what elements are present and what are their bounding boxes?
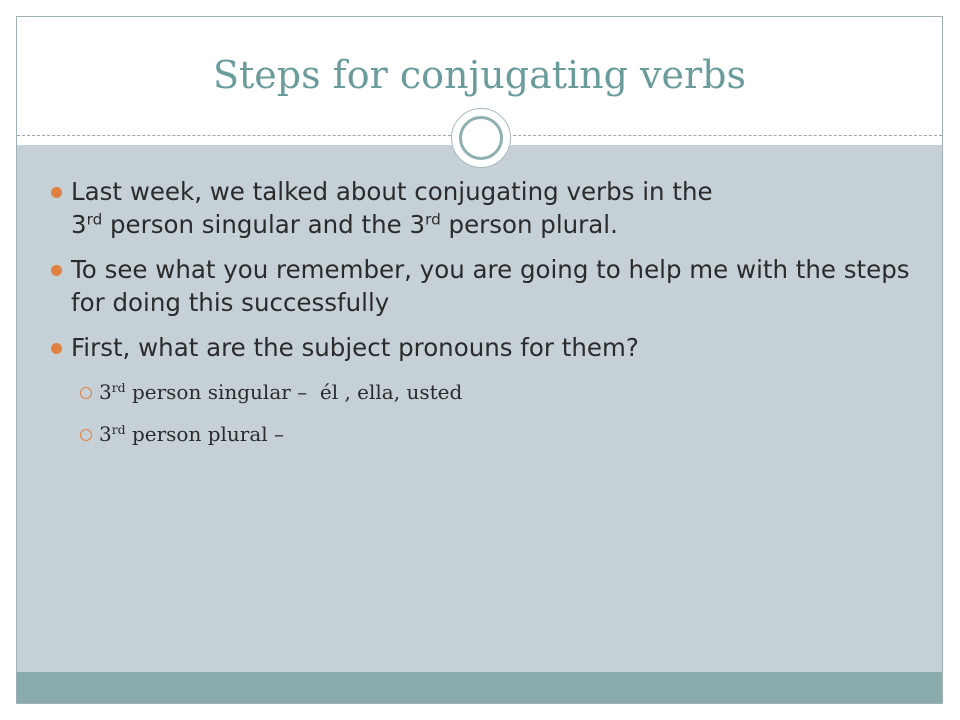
slide-title: Steps for conjugating verbs [212, 53, 746, 97]
sub-bullet-circle-icon [80, 429, 92, 441]
bullet-text-number: 3 [71, 210, 87, 239]
ordinal-suffix: rd [86, 210, 103, 229]
bullet-list [51, 175, 921, 462]
bullet-text: To see what you remember, you are going to help me with the steps for doing this successfully [71, 255, 910, 317]
ordinal-suffix: rd [111, 380, 126, 396]
footer-bar [17, 672, 942, 704]
bullet-text: person plural. [440, 210, 618, 239]
sub-bullet-text: person plural – [125, 422, 285, 446]
ordinal-suffix: rd [111, 422, 126, 438]
sub-bullet-circle-icon [80, 387, 92, 399]
circle-ring-icon [459, 116, 503, 160]
bullet-item [51, 175, 921, 241]
sub-bullet-number: 3 [99, 380, 112, 404]
bullet-dot-icon [51, 343, 62, 354]
bullet-text: First, what are the subject pronouns for them? [71, 333, 639, 362]
ordinal-suffix: rd [425, 210, 441, 229]
bullet-text: Last week, we talked about conjugating verbs in the [71, 177, 713, 206]
bullet-dot-icon [51, 265, 62, 276]
sub-bullet-text: person singular – él , ella, usted [125, 380, 463, 404]
slide [16, 16, 943, 704]
sub-bullet-item [51, 378, 921, 406]
bullet-item [51, 253, 921, 319]
bullet-dot-icon [51, 187, 62, 198]
bullet-text: person singular and the 3 [102, 210, 426, 239]
sub-bullet-number: 3 [99, 422, 112, 446]
sub-bullet-item [51, 420, 921, 448]
bullet-item [51, 331, 921, 364]
